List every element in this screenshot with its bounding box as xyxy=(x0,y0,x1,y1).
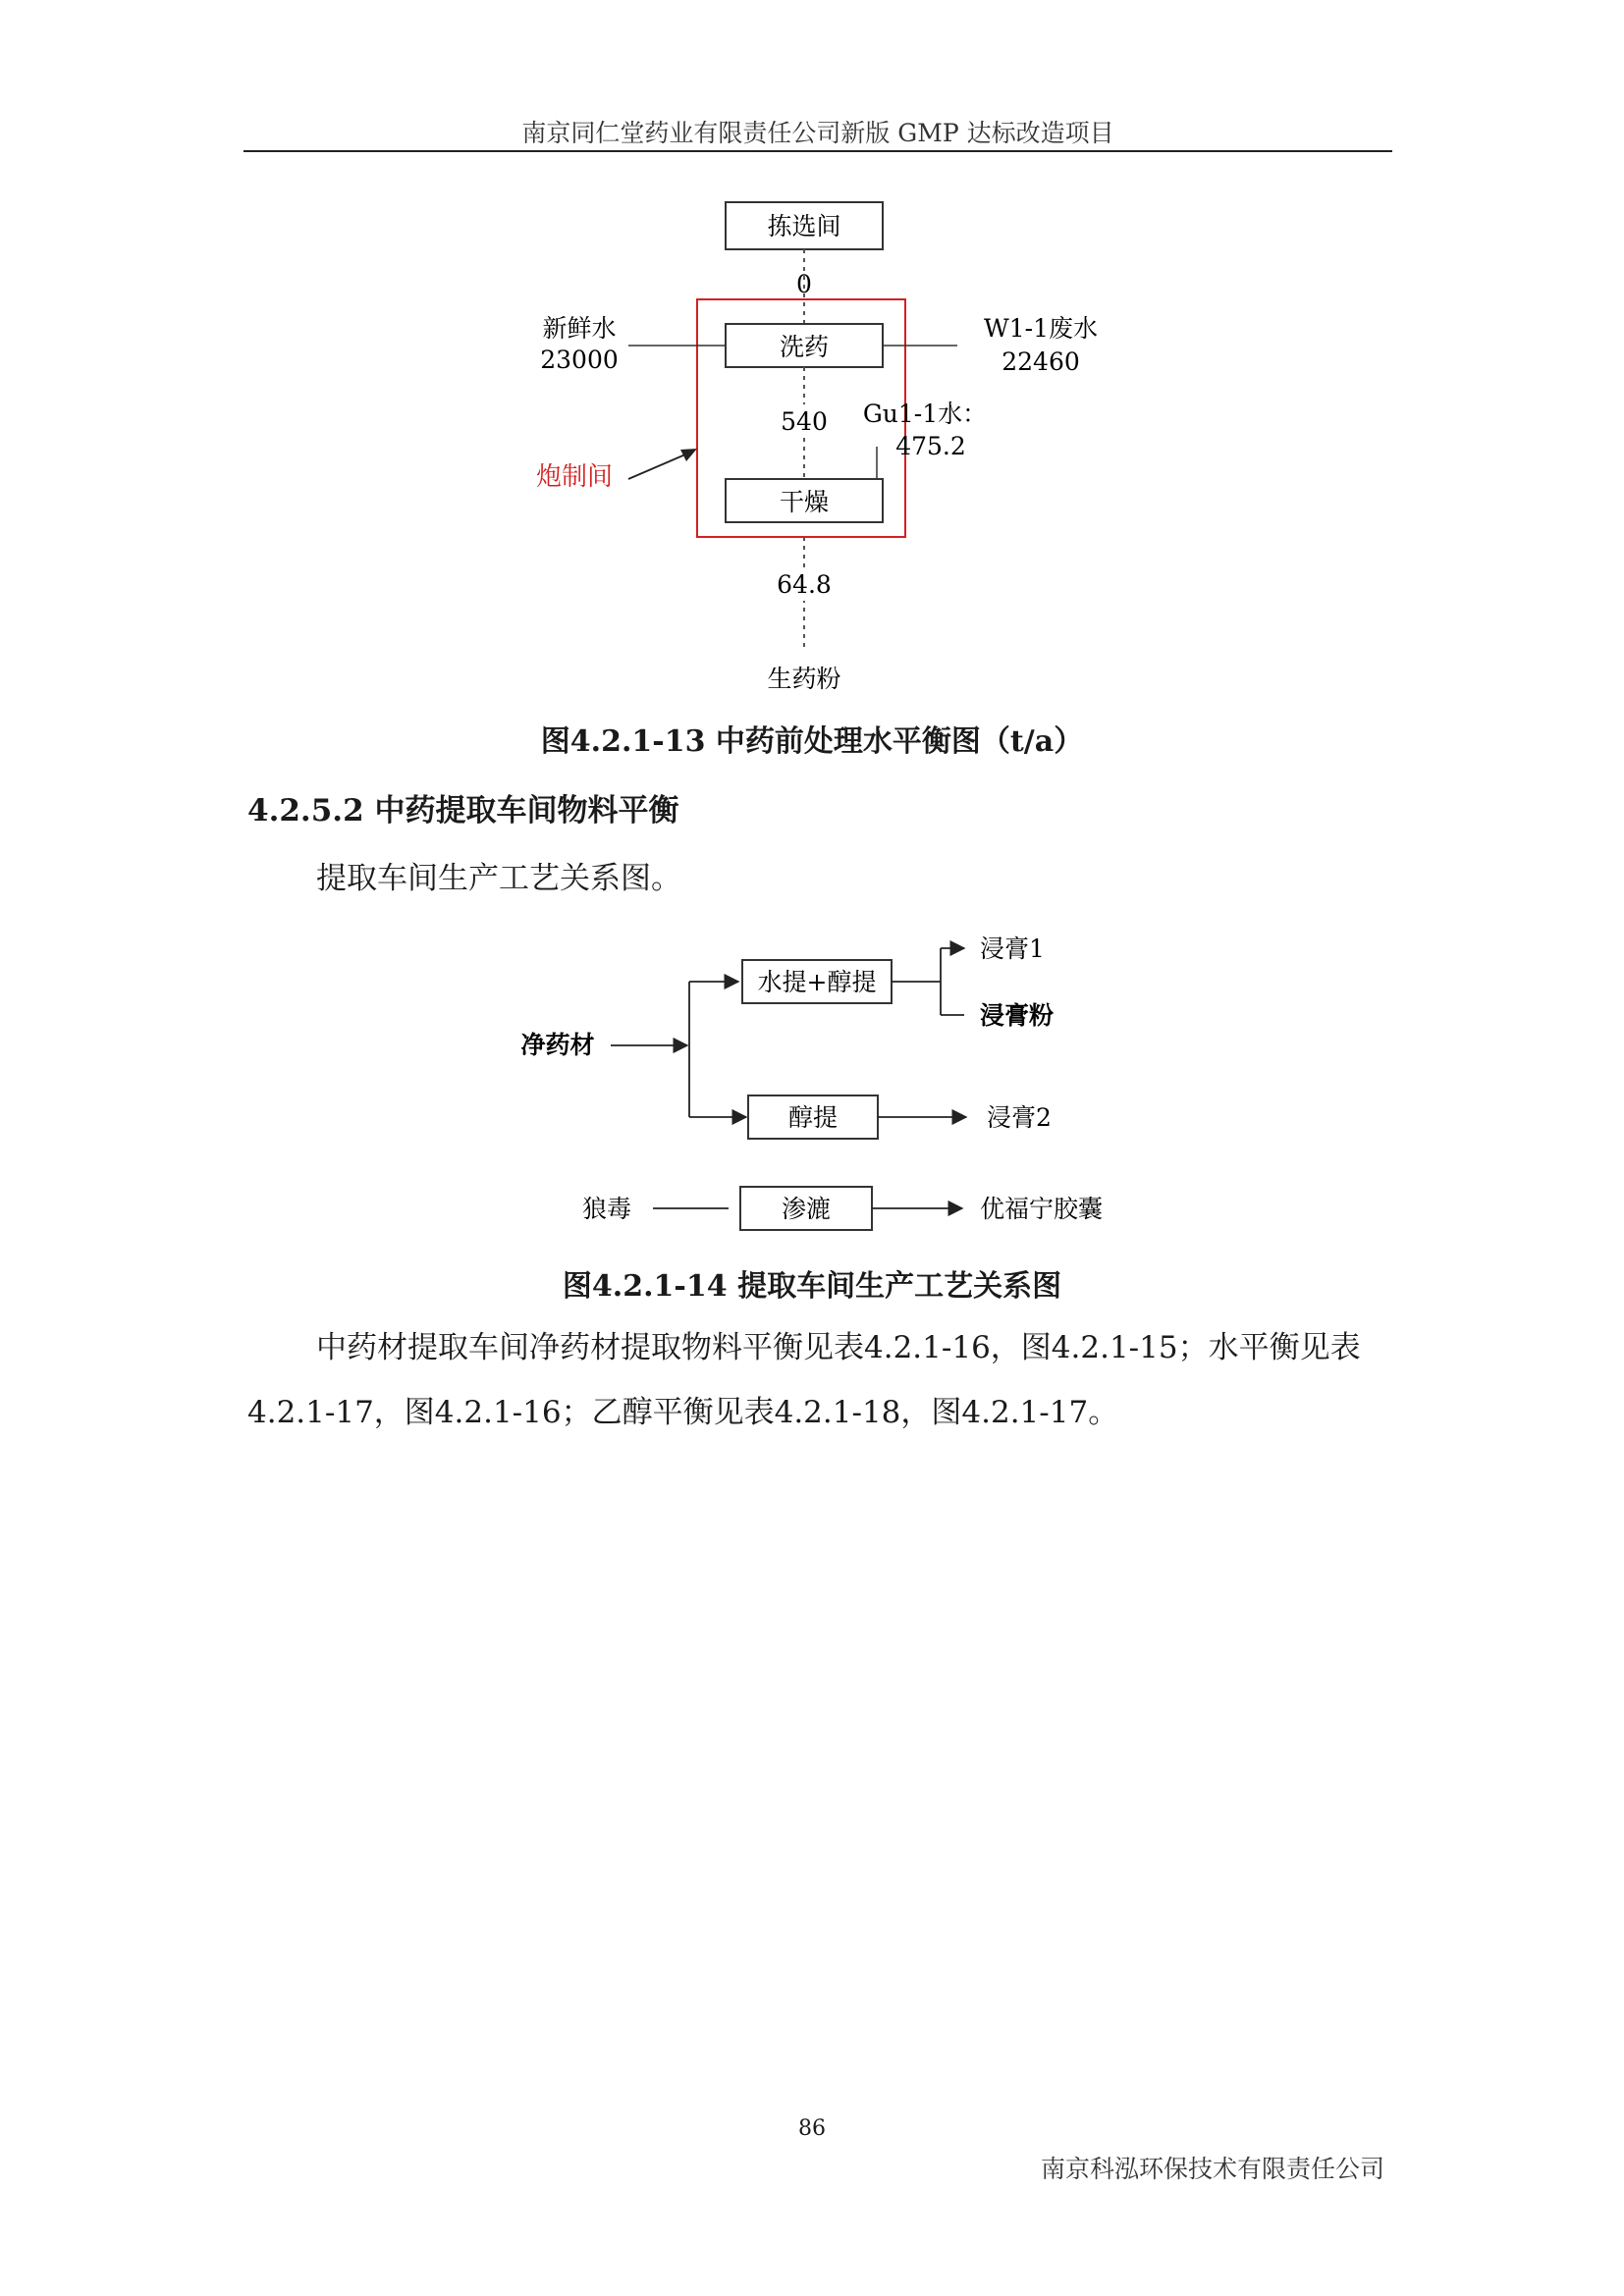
extract-powder-label: 浸膏粉 xyxy=(980,1001,1055,1030)
section-intro: 提取车间生产工艺关系图。 xyxy=(316,861,681,896)
wolf-poison-label: 狼毒 xyxy=(581,1195,632,1223)
fig14-caption: 图4.2.1-14 提取车间生产工艺关系图 xyxy=(562,1269,1062,1304)
washing-label: 洗药 xyxy=(779,333,830,361)
wastewater-value: 22460 xyxy=(1001,347,1080,376)
water-alcohol-label: 水提+醇提 xyxy=(757,968,877,996)
section-heading: 4.2.5.2 中药提取车间物料平衡 xyxy=(247,793,679,828)
footer-company: 南京科泓环保技术有限责任公司 xyxy=(1041,2155,1385,2183)
body-line-2: 4.2.1-17，图4.2.1-16；乙醇平衡见表4.2.1-18，图4.2.1-17。 xyxy=(247,1395,1119,1430)
extract1-label: 浸膏1 xyxy=(980,934,1045,963)
fresh-water-value: 23000 xyxy=(540,346,619,374)
fresh-water-name: 新鲜水 xyxy=(542,314,617,343)
output-label: 生药粉 xyxy=(767,665,841,693)
processing-room-label: 炮制间 xyxy=(535,462,614,492)
body-line-1: 中药材提取车间净药材提取物料平衡见表4.2.1-16，图4.2.1-15；水平衡见表 xyxy=(316,1330,1361,1365)
extract2-label: 浸膏2 xyxy=(987,1103,1052,1132)
wastewater-name: W1-1废水 xyxy=(984,314,1098,343)
input-label: 净药材 xyxy=(520,1031,595,1059)
evaporation-value: 475.2 xyxy=(895,432,966,460)
percolation-label: 渗漉 xyxy=(781,1195,832,1223)
fig14-diagram xyxy=(0,913,1624,1237)
flow-washing-drying: 540 xyxy=(781,407,828,436)
drying-label: 干燥 xyxy=(779,488,830,516)
header-title: 南京同仁堂药业有限责任公司新版 GMP 达标改造项目 xyxy=(521,119,1114,147)
page-number: 86 xyxy=(798,2116,826,2141)
picking-room-label: 拣选间 xyxy=(767,212,841,240)
alcohol-label: 醇提 xyxy=(787,1103,839,1132)
evaporation-name: Gu1-1水： xyxy=(862,400,988,428)
flow-output: 64.8 xyxy=(777,570,832,599)
capsule-label: 优福宁胶囊 xyxy=(980,1195,1104,1223)
flow-picking-washing: 0 xyxy=(796,270,812,298)
fig13-diagram xyxy=(0,0,1624,707)
fig13-caption: 图4.2.1-13 中药前处理水平衡图（t/a） xyxy=(540,724,1084,759)
processing-room-arrow xyxy=(628,452,692,479)
